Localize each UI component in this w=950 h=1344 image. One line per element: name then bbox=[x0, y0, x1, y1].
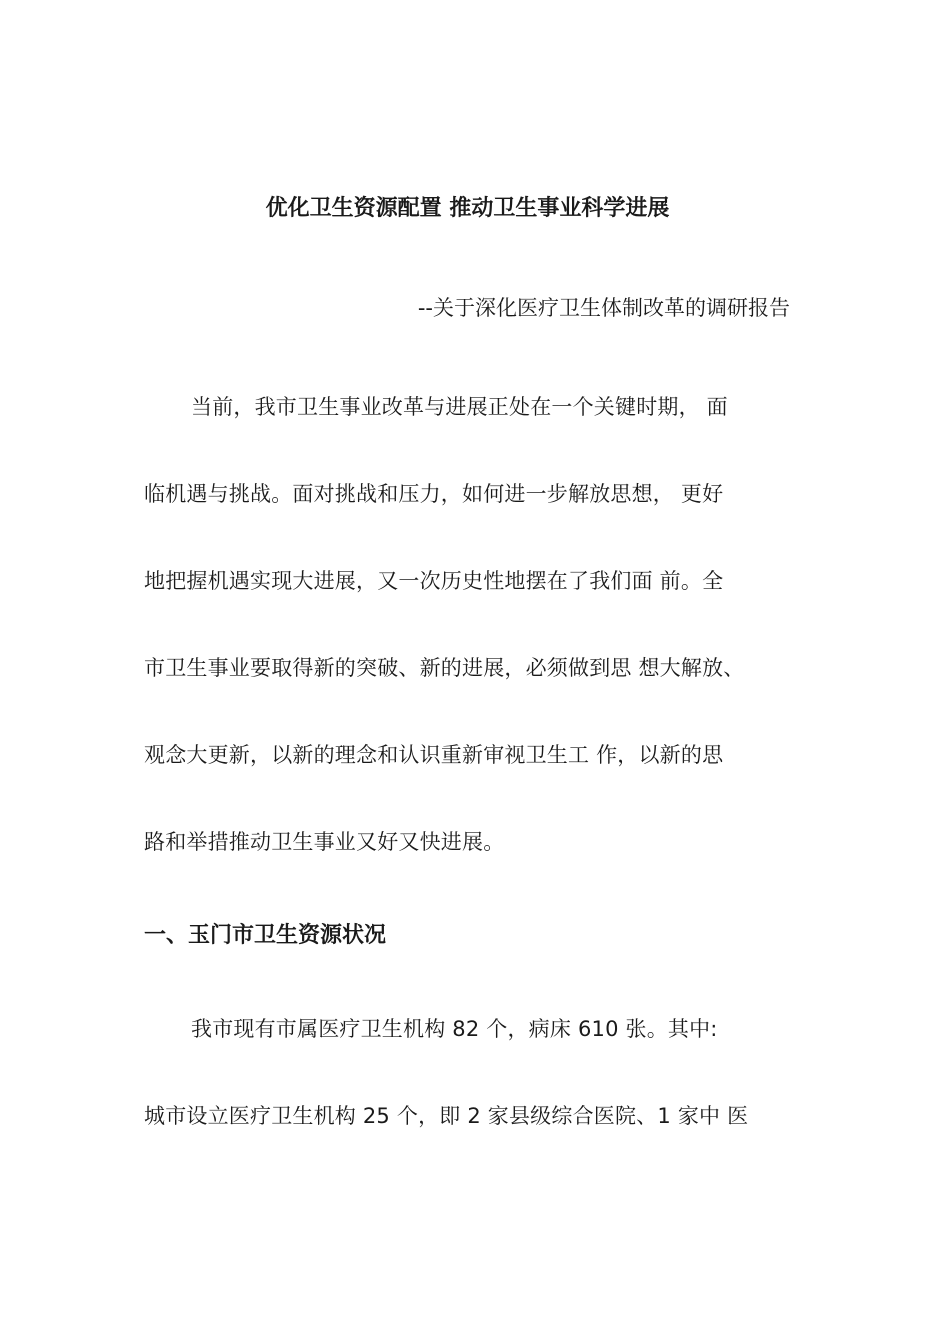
paragraph-line: 路和举措推动卫生事业又好又快进展。 bbox=[144, 830, 505, 854]
paragraph-line: 观念大更新，以新的理念和认识重新审视卫生工 作，以新的思 bbox=[144, 743, 724, 767]
section-heading: 一、玉门市卫生资源状况 bbox=[144, 923, 387, 948]
paragraph-line: 地把握机遇实现大进展，又一次历史性地摆在了我们面 前。全 bbox=[144, 569, 724, 593]
document-subtitle: --关于深化医疗卫生体制改革的调研报告 bbox=[417, 296, 790, 320]
paragraph-line: 当前，我市卫生事业改革与进展正处在一个关键时期， 面 bbox=[191, 395, 728, 419]
paragraph-line: 城市设立医疗卫生机构 25 个，即 2 家县级综合医院、1 家中 医 bbox=[144, 1104, 749, 1128]
paragraph-line: 临机遇与挑战。面对挑战和压力，如何进一步解放思想， 更好 bbox=[144, 482, 724, 506]
document-title: 优化卫生资源配置 推动卫生事业科学进展 bbox=[265, 196, 670, 221]
paragraph-line: 我市现有市属医疗卫生机构 82 个，病床 610 张。其中: bbox=[191, 1017, 718, 1041]
paragraph-line: 市卫生事业要取得新的突破、新的进展，必须做到思 想大解放、 bbox=[144, 656, 745, 680]
